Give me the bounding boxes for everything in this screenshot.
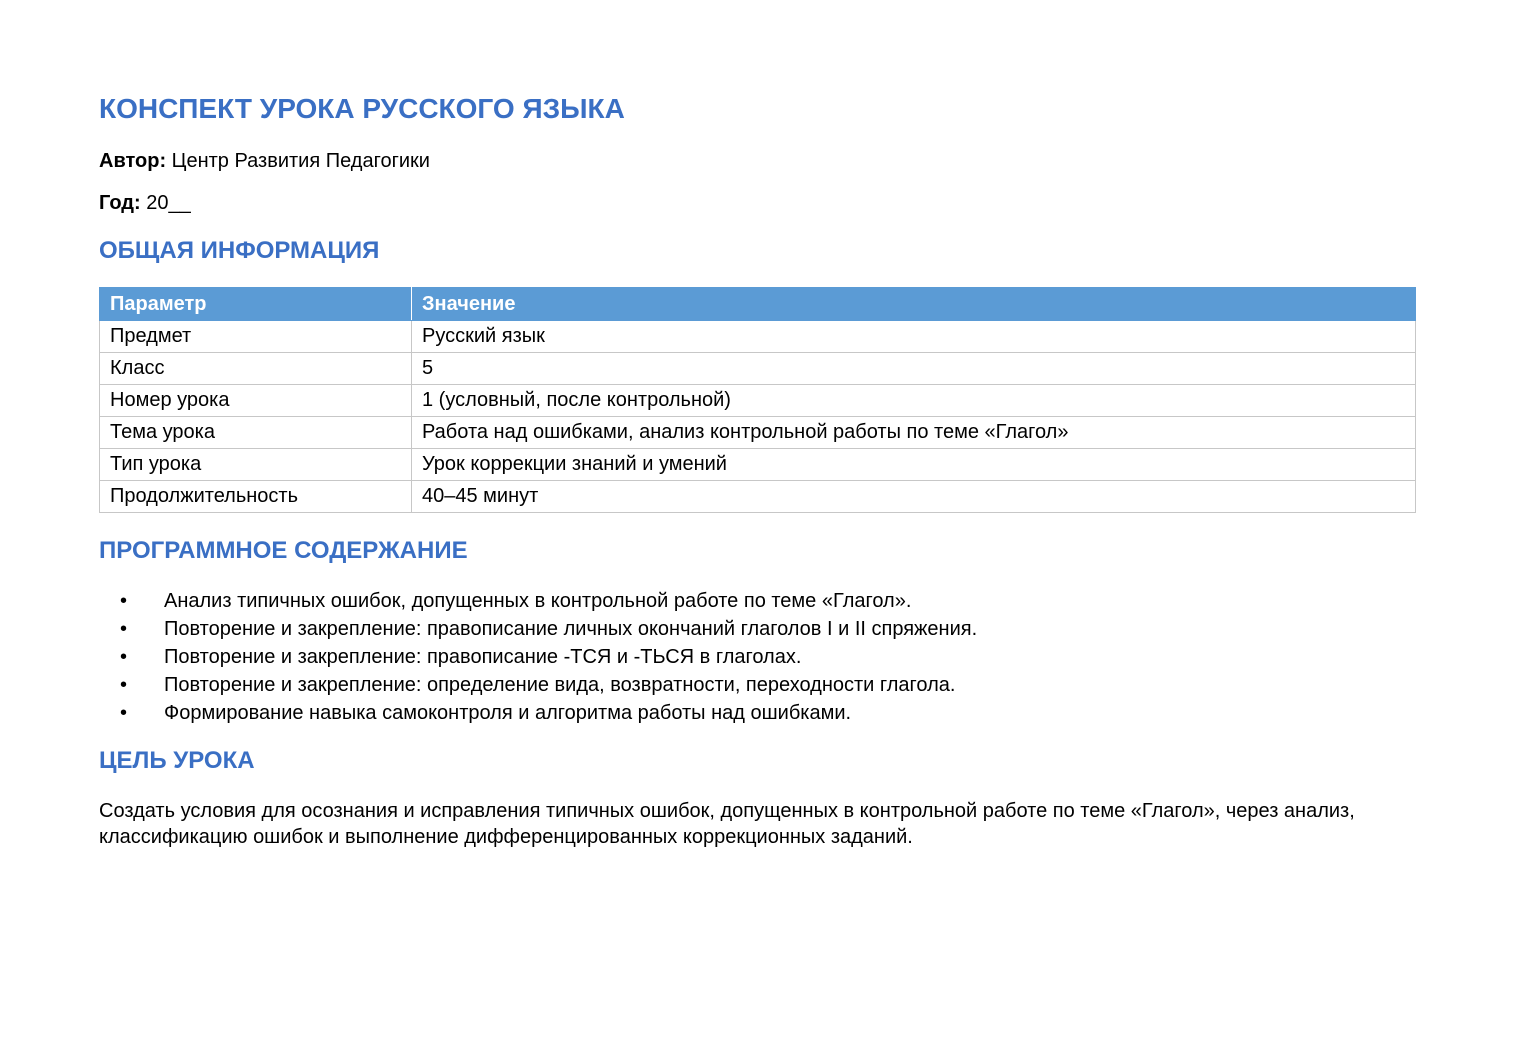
table-cell-parameter: Тема урока — [100, 417, 412, 449]
table-cell-value: 40–45 минут — [412, 481, 1416, 513]
table-cell-value: 1 (условный, после контрольной) — [412, 385, 1416, 417]
bullet-icon: • — [120, 702, 128, 724]
section-heading-general: ОБЩАЯ ИНФОРМАЦИЯ — [99, 237, 380, 264]
author-value: Центр Развития Педагогики — [171, 150, 430, 172]
list-item-text: Анализ типичных ошибок, допущенных в контрольной работе по теме «Глагол». — [164, 590, 912, 612]
program-content-list — [99, 587, 977, 727]
table-header-parameter: Параметр — [100, 288, 412, 321]
table-row — [100, 417, 1416, 449]
list-item-text: Повторение и закрепление: правописание личных окончаний глаголов I и II спряжения. — [164, 618, 978, 640]
list-item — [99, 671, 977, 699]
year-line — [99, 192, 191, 215]
list-item — [99, 699, 977, 727]
table-cell-parameter: Тип урока — [100, 449, 412, 481]
year-value: 20__ — [146, 192, 191, 214]
table-row — [100, 385, 1416, 417]
table-header-value: Значение — [412, 288, 1416, 321]
list-item — [99, 615, 977, 643]
list-item-text: Формирование навыка самоконтроля и алгоритма работы над ошибками. — [164, 702, 852, 724]
list-item-text: Повторение и закрепление: правописание -ТСЯ и -ТЬСЯ в глаголах. — [164, 646, 802, 668]
table-row — [100, 449, 1416, 481]
bullet-icon: • — [120, 646, 128, 668]
table-row — [100, 353, 1416, 385]
general-info-table — [99, 287, 1416, 513]
bullet-icon: • — [120, 674, 128, 696]
list-item — [99, 643, 977, 671]
list-item-text: Повторение и закрепление: определение вида, возвратности, переходности глагола. — [164, 674, 956, 696]
table-row — [100, 481, 1416, 513]
bullet-icon: • — [120, 618, 128, 640]
table-cell-parameter: Продолжительность — [100, 481, 412, 513]
bullet-icon: • — [120, 590, 128, 612]
table-cell-parameter: Класс — [100, 353, 412, 385]
author-line — [99, 150, 430, 173]
table-cell-parameter: Предмет — [100, 321, 412, 353]
table-cell-value: Урок коррекции знаний и умений — [412, 449, 1416, 481]
year-label: Год: — [99, 192, 141, 214]
list-item — [99, 587, 977, 615]
author-label: Автор: — [99, 150, 167, 172]
table-header-row — [100, 288, 1416, 321]
table-cell-value: Работа над ошибками, анализ контрольной работы по теме «Глагол» — [412, 417, 1416, 449]
goal-paragraph: Создать условия для осознания и исправления типичных ошибок, допущенных в контрольной работе по теме «Глагол», через анализ, классификацию ошибок и выполнение дифференцированных коррекционных заданий. — [99, 800, 1355, 848]
section-heading-program: ПРОГРАММНОЕ СОДЕРЖАНИЕ — [99, 537, 468, 564]
table-cell-parameter: Номер урока — [100, 385, 412, 417]
table-cell-value: Русский язык — [412, 321, 1416, 353]
document-title: КОНСПЕКТ УРОКА РУССКОГО ЯЗЫКА — [99, 93, 625, 124]
table-row — [100, 321, 1416, 353]
table-cell-value: 5 — [412, 353, 1416, 385]
section-heading-goal: ЦЕЛЬ УРОКА — [99, 747, 255, 774]
